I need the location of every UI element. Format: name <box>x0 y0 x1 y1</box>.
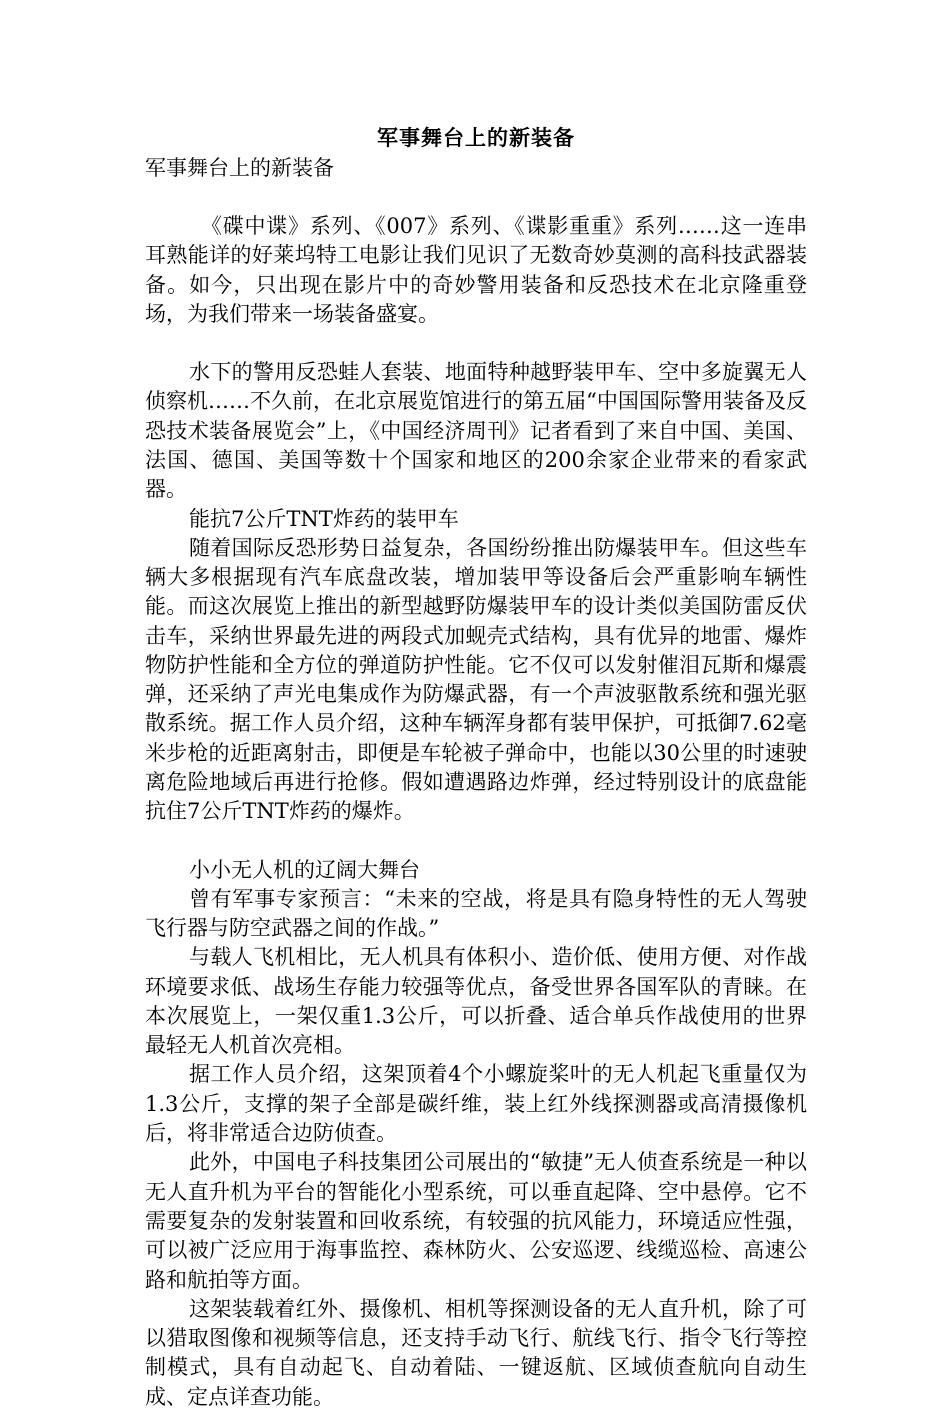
paragraph-expo: 水下的警用反恐蛙人套装、地面特种越野装甲车、空中多旋翼无人侦察机……不久前，在北京展览馆进行的第五届“中国国际警用装备及反恐技术装备展览会”上，《中国经济周刊》记者看到了来自中国、美国、法国、德国、美国等数十个国家和地区的200余家企业带来的看家武器。 <box>145 360 807 502</box>
paragraph-helicopter-features: 这架装载着红外、摄像机、相机等探测设备的无人直升机，除了可以猎取图像和视频等信息，还支持手动飞行、航线飞行、指令飞行等控制模式，具有自动起飞、自动着陆、一键返航、区域侦查航向自动生成、定点详查功能。 <box>145 1296 807 1409</box>
blank-line <box>145 329 807 358</box>
paragraph-drone-advantages: 与载人飞机相比，无人机具有体积小、造价低、使用方便、对作战环境要求低、战场生存能力较强等优点，备受世界各国军队的青睐。在本次展览上，一架仅重1.3公斤，可以折叠、适合单兵作战使用的世界最轻无人机首次亮相。 <box>145 945 807 1058</box>
section-heading-armored-vehicle: 能抗7公斤TNT炸药的装甲车 <box>189 506 459 531</box>
paragraph-expert-quote: 曾有军事专家预言：“未来的空战，将是具有隐身特性的无人驾驶飞行器与防空武器之间的作战。” <box>145 886 807 940</box>
document-subtitle: 军事舞台上的新装备 <box>145 156 334 180</box>
blank-line <box>145 183 807 212</box>
paragraph-drone-details: 据工作人员介绍，这架顶着4个小螺旋桨叶的无人机起飞重量仅为1.3公斤，支撑的架子全部是碳纤维，装上红外线探测器或高清摄像机后，将非常适合边防侦查。 <box>145 1062 807 1146</box>
paragraph-armored-vehicle: 随着国际反恐形势日益复杂，各国纷纷推出防爆装甲车。但这些车辆大多根据现有汽车底盘改装，增加装甲等设备后会严重影响车辆性能。而这次展览上推出的新型越野防爆装甲车的设计类似美国防雷反伏击车，采纳世界最先进的两段式加蚬壳式结构，具有优异的地雷、爆炸物防护性能和全方位的弹道防护性能。它不仅可以发射催泪瓦斯和爆震弹，还采纳了声光电集成作为防爆武器，有一个声波驱散系统和强光驱散系统。据工作人员介绍，这种车辆浑身都有装甲保护，可抵御7.62毫米步枪的近距离射击，即便是车轮被子弹命中，也能以30公里的时速驶离危险地域后再进行抢修。假如遭遇路边炸弹，经过特别设计的底盘能抗住7公斤TNT炸药的爆炸。 <box>145 535 807 824</box>
section-heading-drone: 小小无人机的辽阔大舞台 <box>189 857 420 882</box>
paragraph-intro: 《碟中谍》系列、《007》系列、《谍影重重》系列……这一连串耳熟能详的好莱坞特工电影让我们见识了无数奇妙莫测的高科技武器装备。如今，只出现在影片中的奇妙警用装备和反恐技术在北京隆重登场，为我们带来一场装备盛宴。 <box>145 214 807 326</box>
document-title: 军事舞台上的新装备 <box>377 125 575 150</box>
paragraph-agile-system: 此外，中国电子科技集团公司展出的“敏捷”无人侦查系统是一种以无人直升机为平台的智能化小型系统，可以垂直起降、空中悬停。它不需要复杂的发射装置和回收系统，有较强的抗风能力，环境适应性强，可以被广泛应用于海事监控、森林防火、公安巡逻、线缆巡检、高速公路和航拍等方面。 <box>145 1150 807 1292</box>
document-page <box>145 122 807 1412</box>
blank-line <box>145 827 807 856</box>
